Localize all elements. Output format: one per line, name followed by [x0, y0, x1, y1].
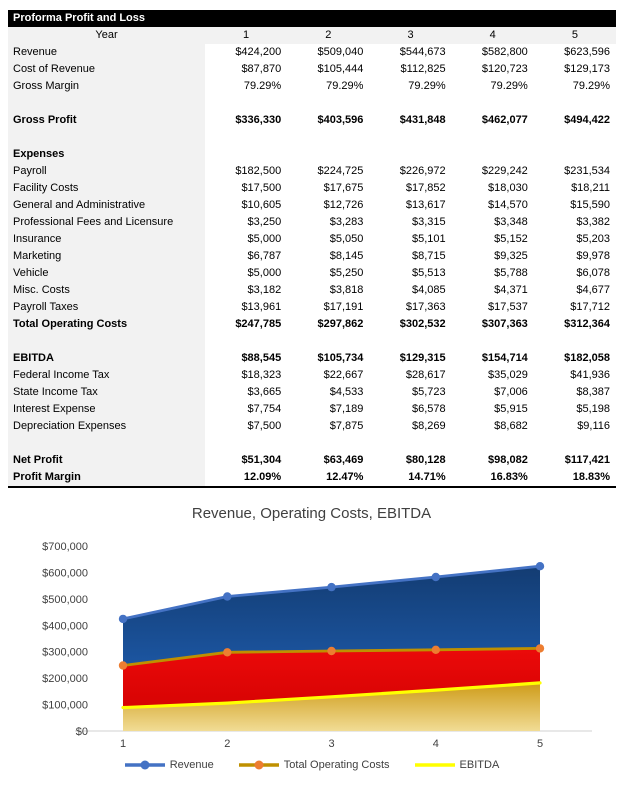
table-row: [8, 384, 616, 401]
table-cell: $5,000: [247, 267, 282, 279]
table-cell: $129,173: [564, 63, 611, 75]
total-operating-costs-marker: [536, 644, 544, 652]
table-cell: 12.09%: [243, 471, 282, 483]
table-cell: 79.29%: [490, 80, 528, 92]
x-axis-tick-label: 3: [328, 738, 335, 750]
table-cell: $494,422: [564, 114, 611, 126]
table-cell: $13,961: [241, 301, 282, 313]
table-row: [8, 418, 616, 435]
table-cell: $623,596: [564, 46, 611, 58]
table-cell: [369, 95, 451, 112]
revenue-legend-swatch: [124, 759, 166, 771]
table-cell: $17,712: [570, 301, 611, 313]
legend-item-revenue: [124, 759, 214, 771]
table-cell: $3,250: [247, 216, 282, 228]
legend-label: Revenue: [169, 759, 214, 771]
table-cell: $8,145: [329, 250, 364, 262]
table-cell: [369, 333, 451, 350]
row-label: [8, 95, 205, 112]
table-cell: [452, 333, 534, 350]
table-title: Proforma Profit and Loss: [13, 12, 146, 24]
total-operating-costs-marker: [223, 648, 231, 656]
revenue-marker: [119, 615, 127, 623]
legend-item-total-operating-costs: [238, 759, 390, 771]
table-cell: $63,469: [323, 454, 364, 466]
table-cell: $5,788: [494, 267, 528, 279]
table-cell: $80,128: [405, 454, 446, 466]
row-label: Federal Income Tax: [8, 367, 205, 384]
table-cell: $120,723: [481, 63, 528, 75]
table-cell: $5,050: [329, 233, 364, 245]
row-label: Net Profit: [8, 452, 205, 469]
row-label: Gross Margin: [8, 78, 205, 95]
table-cell: [452, 146, 534, 163]
y-axis-tick-label: $300,000: [42, 646, 88, 659]
table-cell: $5,250: [329, 267, 364, 279]
table-cell: [534, 146, 616, 163]
y-axis-tick-label: $200,000: [42, 673, 88, 686]
year-col-header: 1: [243, 29, 250, 41]
row-label: General and Administrative: [8, 197, 205, 214]
table-cell: $4,085: [411, 284, 446, 296]
table-cell: [369, 435, 451, 452]
table-cell: 79.29%: [408, 80, 446, 92]
table-cell: [287, 146, 369, 163]
table-cell: $3,348: [494, 216, 528, 228]
table-cell: $8,387: [576, 386, 611, 398]
revenue-marker: [223, 592, 231, 600]
table-cell: $4,371: [494, 284, 528, 296]
x-axis-tick-label: 4: [432, 738, 439, 750]
row-label: Marketing: [8, 248, 205, 265]
chart-legend: [0, 759, 623, 771]
table-cell: $582,800: [481, 46, 528, 58]
table-cell: $5,513: [411, 267, 446, 279]
table-cell: $88,545: [241, 352, 282, 364]
table-row: [8, 401, 616, 418]
table-cell: $8,269: [411, 420, 446, 432]
table-cell: $7,006: [494, 386, 528, 398]
table-row: [8, 367, 616, 384]
profit-chart: [0, 498, 623, 795]
table-cell: $6,578: [411, 403, 446, 415]
table-year-header-row: [8, 27, 616, 44]
row-label: Payroll: [8, 163, 205, 180]
table-cell: $5,203: [576, 233, 611, 245]
year-col-header: 2: [325, 29, 332, 41]
table-cell: $462,077: [481, 114, 528, 126]
table-cell: $7,189: [329, 403, 364, 415]
table-cell: $10,605: [241, 199, 282, 211]
table-cell: $312,364: [564, 318, 611, 330]
table-row: [8, 163, 616, 180]
table-cell: [452, 95, 534, 112]
table-cell: $544,673: [399, 46, 446, 58]
table-cell: $5,723: [411, 386, 446, 398]
table-cell: $5,101: [411, 233, 446, 245]
table-body: [8, 44, 616, 486]
table-cell: $17,363: [405, 301, 446, 313]
table-row: [8, 316, 616, 333]
table-spacer-row: [8, 129, 616, 146]
revenue-marker: [432, 573, 440, 581]
table-cell: $9,978: [576, 250, 611, 262]
table-cell: $229,242: [481, 165, 528, 177]
table-cell: 79.29%: [243, 80, 282, 92]
row-label: Interest Expense: [8, 401, 205, 418]
table-cell: [452, 129, 534, 146]
table-cell: $4,677: [576, 284, 611, 296]
table-cell: $3,182: [247, 284, 282, 296]
table-cell: 16.83%: [490, 471, 528, 483]
table-cell: $18,030: [488, 182, 528, 194]
ebitda-legend-swatch: [414, 759, 456, 771]
table-row: [8, 265, 616, 282]
table-cell: 14.71%: [408, 471, 446, 483]
table-cell: $424,200: [235, 46, 282, 58]
table-cell: $22,667: [323, 369, 364, 381]
table-row: [8, 231, 616, 248]
table-cell: [205, 333, 287, 350]
table-cell: [534, 95, 616, 112]
row-label: Professional Fees and Licensure: [8, 214, 205, 231]
table-cell: $6,787: [247, 250, 282, 262]
row-label: State Income Tax: [8, 384, 205, 401]
table-cell: $231,534: [564, 165, 611, 177]
x-axis-tick-label: 5: [536, 738, 544, 750]
table-cell: [287, 95, 369, 112]
table-cell: $307,363: [481, 318, 528, 330]
legend-label: Total Operating Costs: [283, 759, 390, 771]
year-column-headers: [205, 27, 616, 44]
chart-canvas: [0, 498, 623, 795]
table-cell: $509,040: [317, 46, 364, 58]
year-col-header: 4: [489, 29, 496, 41]
total-operating-costs-marker: [119, 661, 127, 669]
table-cell: $6,078: [576, 267, 611, 279]
table-cell: [205, 95, 287, 112]
row-label: Cost of Revenue: [8, 61, 205, 78]
table-cell: $302,532: [399, 318, 446, 330]
table-cell: $112,825: [400, 63, 446, 75]
row-label: Total Operating Costs: [8, 316, 205, 333]
table-cell: $35,029: [488, 369, 528, 381]
table-cell: [534, 129, 616, 146]
table-spacer-row: [8, 95, 616, 112]
table-cell: $182,500: [235, 165, 282, 177]
chart-section: [0, 498, 623, 795]
table-cell: $403,596: [317, 114, 364, 126]
table-cell: $14,570: [488, 199, 528, 211]
table-row: [8, 282, 616, 299]
row-label: EBITDA: [8, 350, 205, 367]
row-label: Payroll Taxes: [8, 299, 205, 316]
table-row: [8, 452, 616, 469]
total-operating-costs-marker: [327, 647, 335, 655]
row-label: Vehicle: [8, 265, 205, 282]
table-cell: $129,315: [399, 352, 446, 364]
y-axis-tick-label: $100,000: [42, 699, 88, 712]
row-label: Facility Costs: [8, 180, 205, 197]
table-cell: 79.29%: [572, 80, 611, 92]
table-title-bar: [8, 10, 616, 27]
table-cell: $8,715: [411, 250, 446, 262]
table-cell: $8,682: [494, 420, 528, 432]
table-cell: $51,304: [241, 454, 282, 466]
table-cell: $105,734: [317, 352, 364, 364]
year-col-header: 5: [571, 29, 578, 41]
table-row: [8, 146, 616, 163]
table-row: [8, 197, 616, 214]
table-cell: [369, 129, 451, 146]
total-operating-costs-legend-swatch: [238, 759, 280, 771]
table-cell: $17,500: [241, 182, 282, 194]
row-label: Profit Margin: [8, 469, 205, 486]
table-cell: $431,848: [399, 114, 446, 126]
table-cell: $41,936: [570, 369, 611, 381]
table-cell: $12,726: [323, 199, 364, 211]
table-cell: 18.83%: [572, 471, 611, 483]
table-cell: $3,665: [247, 386, 282, 398]
row-label: Misc. Costs: [8, 282, 205, 299]
table-row: [8, 44, 616, 61]
table-row: [8, 180, 616, 197]
table-cell: [534, 333, 616, 350]
table-cell: $226,972: [399, 165, 446, 177]
table-cell: $3,382: [576, 216, 611, 228]
table-cell: [287, 333, 369, 350]
year-col-header: 3: [407, 29, 414, 41]
row-label: [8, 129, 205, 146]
table-cell: [205, 129, 287, 146]
table-cell: 79.29%: [326, 80, 364, 92]
y-axis-tick-label: $0: [75, 726, 88, 738]
table-cell: $105,444: [317, 63, 364, 75]
y-axis-tick-label: $400,000: [42, 620, 88, 633]
table-cell: [534, 435, 616, 452]
table-row: [8, 469, 616, 486]
table-cell: $154,714: [481, 352, 528, 364]
table-cell: $117,421: [564, 454, 611, 466]
table-cell: $3,818: [329, 284, 364, 296]
table-cell: $13,617: [405, 199, 446, 211]
table-cell: $5,915: [494, 403, 528, 415]
table-cell: $15,590: [570, 199, 611, 211]
table-cell: $9,116: [577, 420, 611, 432]
table-cell: $28,617: [405, 369, 446, 381]
table-cell: $336,330: [235, 114, 282, 126]
table-cell: [287, 435, 369, 452]
legend-item-ebitda: [414, 759, 500, 771]
y-axis-tick-label: $500,000: [42, 593, 88, 606]
table-row: [8, 112, 616, 129]
table-cell: $7,500: [247, 420, 282, 432]
table-cell: $297,862: [317, 318, 364, 330]
table-cell: $5,000: [247, 233, 282, 245]
table-row: [8, 248, 616, 265]
table-cell: [452, 435, 534, 452]
row-label: Insurance: [8, 231, 205, 248]
table-cell: $18,211: [571, 182, 611, 194]
table-cell: $5,198: [576, 403, 611, 415]
table-cell: $17,852: [405, 182, 446, 194]
revenue-marker: [536, 562, 544, 570]
table-cell: [287, 129, 369, 146]
table-cell: $17,191: [323, 301, 364, 313]
table-cell: [205, 435, 287, 452]
table-cell: $98,082: [488, 454, 528, 466]
year-header-label: Year: [95, 29, 118, 41]
row-label: [8, 435, 205, 452]
table-row: [8, 214, 616, 231]
table-cell: $247,785: [235, 318, 282, 330]
table-cell: $7,754: [247, 403, 282, 415]
row-label: [8, 333, 205, 350]
table-row: [8, 299, 616, 316]
table-row: [8, 78, 616, 95]
table-cell: $182,058: [564, 352, 611, 364]
chart-title: Revenue, Operating Costs, EBITDA: [191, 505, 432, 522]
table-cell: [369, 146, 451, 163]
total-operating-costs-marker: [432, 646, 440, 654]
table-cell: $3,283: [329, 216, 364, 228]
table-cell: $9,325: [494, 250, 528, 262]
table-cell: $18,323: [241, 369, 282, 381]
table-row: [8, 350, 616, 367]
y-axis-tick-label: $600,000: [42, 567, 88, 580]
table-cell: $3,315: [411, 216, 446, 228]
row-label: Depreciation Expenses: [8, 418, 205, 435]
table-cell: $224,725: [317, 165, 364, 177]
table-cell: $5,152: [494, 233, 528, 245]
table-spacer-row: [8, 333, 616, 350]
legend-label: EBITDA: [459, 759, 500, 771]
table-cell: $4,533: [329, 386, 364, 398]
profit-loss-table: [8, 10, 616, 488]
table-row: [8, 61, 616, 78]
table-cell: [205, 146, 287, 163]
y-axis-tick-label: $700,000: [42, 541, 88, 553]
revenue-marker: [327, 583, 335, 591]
row-label: Expenses: [8, 146, 205, 163]
table-cell: $7,875: [329, 420, 364, 432]
row-label: Revenue: [8, 44, 205, 61]
table-cell: $17,675: [323, 182, 364, 194]
table-spacer-row: [8, 435, 616, 452]
x-axis-tick-label: 1: [119, 738, 127, 750]
table-cell: $87,870: [241, 63, 282, 75]
table-cell: 12.47%: [326, 471, 364, 483]
row-label: Gross Profit: [8, 112, 205, 129]
table-cell: $17,537: [488, 301, 528, 313]
x-axis-tick-label: 2: [224, 738, 231, 750]
